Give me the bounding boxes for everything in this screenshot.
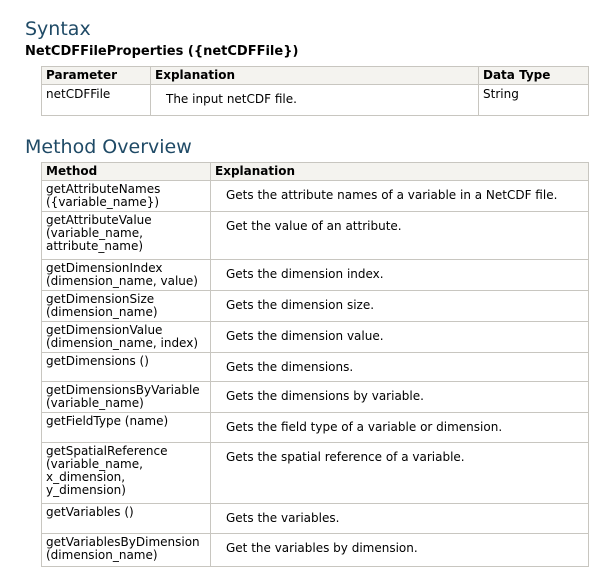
method-name: getVariables () [42, 504, 211, 534]
param-name: netCDFFile [42, 85, 151, 116]
method-explanation: Gets the field type of a variable or dimension. [211, 413, 589, 443]
header-explanation: Explanation [151, 67, 479, 85]
method-name: getDimensionsByVariable (variable_name) [42, 382, 211, 413]
method-explanation: Gets the dimension size. [211, 291, 589, 322]
header-data-type: Data Type [479, 67, 589, 85]
syntax-signature: NetCDFFileProperties ({netCDFFile}) [25, 44, 299, 59]
method-name: getDimensionSize (dimension_name) [42, 291, 211, 322]
table-row [42, 504, 589, 534]
method-name: getDimensionValue (dimension_name, index) [42, 322, 211, 353]
method-name: getAttributeNames ({variable_name}) [42, 181, 211, 212]
table-row [42, 382, 589, 413]
method-explanation: Gets the dimension index. [211, 260, 589, 291]
method-table [41, 162, 589, 567]
table-row [42, 212, 589, 260]
param-type: String [479, 85, 589, 116]
table-row [42, 322, 589, 353]
method-explanation: Gets the variables. [211, 504, 589, 534]
method-explanation: Gets the dimensions by variable. [211, 382, 589, 413]
param-explanation: The input netCDF file. [151, 85, 479, 116]
method-explanation: Get the value of an attribute. [211, 212, 589, 260]
method-explanation: Gets the dimension value. [211, 322, 589, 353]
table-row [42, 353, 589, 382]
method-explanation: Get the variables by dimension. [211, 534, 589, 567]
table-row [42, 534, 589, 567]
table-row [42, 291, 589, 322]
syntax-heading: Syntax [25, 18, 91, 40]
table-row [42, 260, 589, 291]
method-name: getFieldType (name) [42, 413, 211, 443]
parameter-table [41, 66, 589, 116]
table-header-row [42, 67, 589, 85]
table-header-row [42, 163, 589, 181]
table-row [42, 413, 589, 443]
method-name: getDimensionIndex (dimension_name, value) [42, 260, 211, 291]
method-explanation: Gets the dimensions. [211, 353, 589, 382]
method-explanation: Gets the attribute names of a variable in a NetCDF file. [211, 181, 589, 212]
method-name: getSpatialReference (variable_name, x_dimension, y_dimension) [42, 443, 211, 504]
header-method: Method [42, 163, 211, 181]
table-row [42, 181, 589, 212]
table-row [42, 443, 589, 504]
method-overview-heading: Method Overview [25, 136, 192, 158]
header-parameter: Parameter [42, 67, 151, 85]
method-explanation: Gets the spatial reference of a variable. [211, 443, 589, 504]
method-name: getDimensions () [42, 353, 211, 382]
method-name: getVariablesByDimension (dimension_name) [42, 534, 211, 567]
method-name: getAttributeValue (variable_name, attribute_name) [42, 212, 211, 260]
table-row [42, 85, 589, 116]
header-explanation: Explanation [211, 163, 589, 181]
